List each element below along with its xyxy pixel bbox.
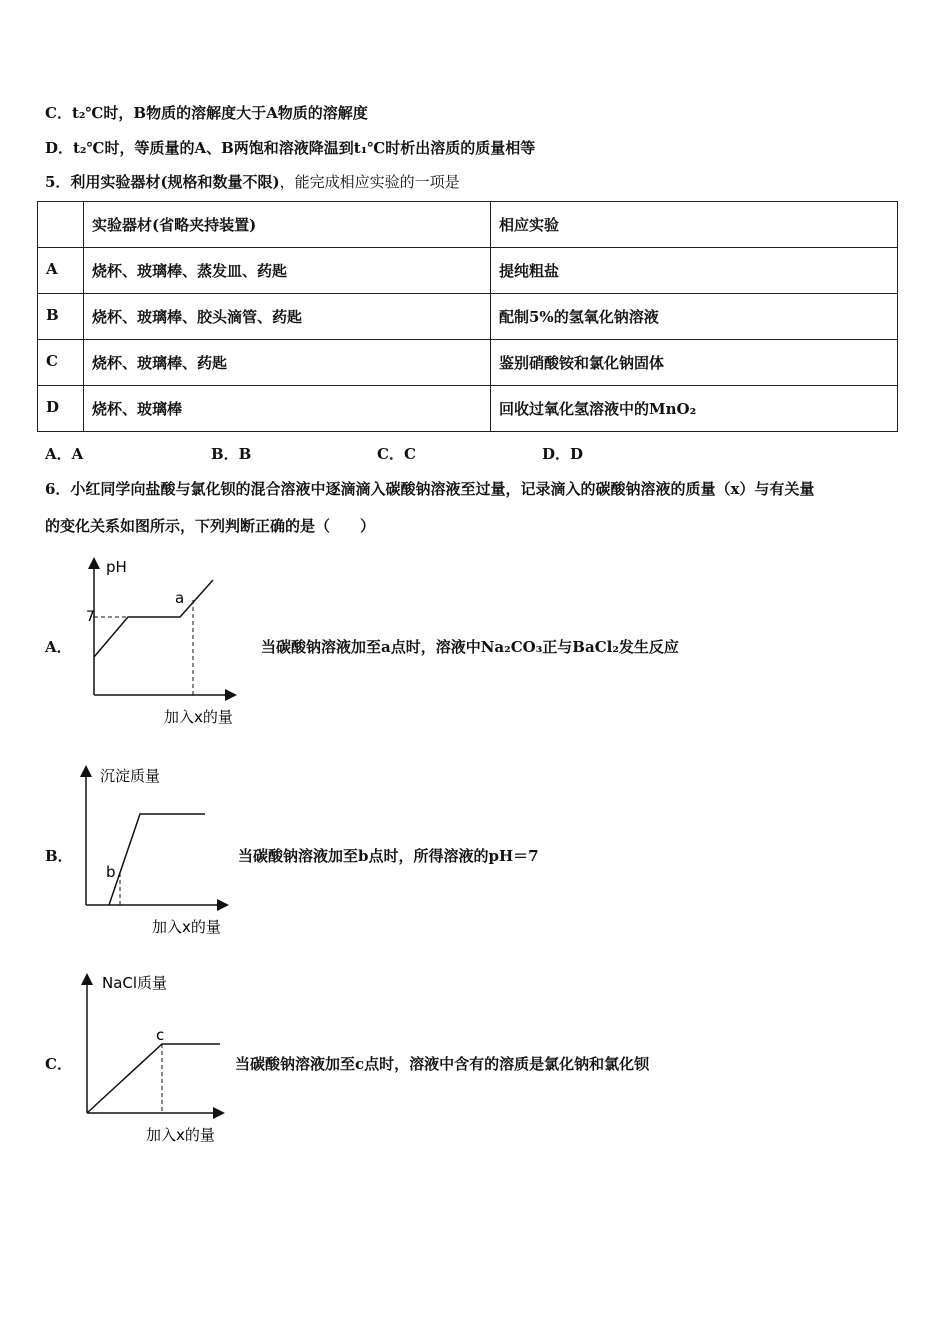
prev-option-c: C．t₂℃时，B物质的溶解度大于A物质的溶解度 xyxy=(45,104,368,122)
q6-option-a-label[interactable]: A． xyxy=(45,638,72,656)
row-equipment: 烧杯、玻璃棒 xyxy=(84,386,491,432)
point-label-c: c xyxy=(156,1026,165,1044)
answer-choice-b[interactable]: B．B xyxy=(211,445,252,463)
answer-choice-d[interactable]: D．D xyxy=(542,445,584,463)
header-cell: 实验器材(省略夹持装置) xyxy=(84,202,491,248)
row-experiment: 配制5%的氢氧化钠溶液 xyxy=(491,294,898,340)
answer-choice-a[interactable]: A．A xyxy=(45,445,84,463)
row-equipment: 烧杯、玻璃棒、药匙 xyxy=(84,340,491,386)
y-axis-label: 沉淀质量 xyxy=(100,767,161,785)
q5-stem-bold: 5．利用实验器材(规格和数量不限) xyxy=(45,173,280,191)
row-equipment: 烧杯、玻璃棒、蒸发皿、药匙 xyxy=(84,248,491,294)
q6-option-c-label[interactable]: C． xyxy=(45,1055,72,1073)
q6-graph-b xyxy=(72,760,252,940)
table-row xyxy=(38,340,898,386)
table-row xyxy=(38,386,898,432)
q6-graph-c xyxy=(72,968,252,1148)
q5-stem xyxy=(45,171,460,192)
table-row xyxy=(38,248,898,294)
ph-curve xyxy=(94,580,213,657)
q6-graph-a xyxy=(72,550,252,730)
y-axis-label: pH xyxy=(106,558,127,576)
row-key: C xyxy=(38,340,84,386)
x-axis-label: 加入x的量 xyxy=(146,1126,215,1144)
x-axis-label: 加入x的量 xyxy=(152,918,221,936)
row-experiment: 鉴别硝酸铵和氯化钠固体 xyxy=(491,340,898,386)
q6-option-b-statement: 当碳酸钠溶液加至b点时，所得溶液的pH＝7 xyxy=(238,847,539,865)
point-label-a: a xyxy=(175,589,185,607)
row-key: B xyxy=(38,294,84,340)
row-experiment: 回收过氧化氢溶液中的MnO₂ xyxy=(491,386,898,432)
q5-stem-normal: ，能完成相应实验的一项是 xyxy=(279,173,460,191)
y-axis-label: NaCl质量 xyxy=(102,974,168,992)
row-key: A xyxy=(38,248,84,294)
row-key: D xyxy=(38,386,84,432)
table-header-row xyxy=(38,202,898,248)
q6-stem-line2: 的变化关系如图所示，下列判断正确的是（ ） xyxy=(45,517,376,535)
prev-option-d: D．t₂℃时，等质量的A、B两饱和溶液降温到t₁℃时析出溶质的质量相等 xyxy=(45,139,536,157)
row-equipment: 烧杯、玻璃棒、胶头滴管、药匙 xyxy=(84,294,491,340)
x-axis-label: 加入x的量 xyxy=(164,708,233,726)
q6-option-b-label[interactable]: B． xyxy=(45,847,73,865)
tick-label-7: 7 xyxy=(86,609,95,625)
q5-table xyxy=(37,201,898,432)
table-row xyxy=(38,294,898,340)
precipitate-curve xyxy=(109,814,205,905)
q5-answer-choices xyxy=(45,443,665,463)
header-cell xyxy=(38,202,84,248)
row-experiment: 提纯粗盐 xyxy=(491,248,898,294)
q6-option-a-statement: 当碳酸钠溶液加至a点时，溶液中Na₂CO₃正与BaCl₂发生反应 xyxy=(261,638,679,656)
header-cell: 相应实验 xyxy=(491,202,898,248)
nacl-curve xyxy=(87,1044,220,1113)
q6-stem-line1: 6．小红同学向盐酸与氯化钡的混合溶液中逐滴滴入碳酸钠溶液至过量，记录滴入的碳酸钠溶液的质量（x）与有关量 xyxy=(45,480,815,498)
q6-option-c-statement: 当碳酸钠溶液加至c点时，溶液中含有的溶质是氯化钠和氯化钡 xyxy=(235,1055,650,1073)
point-label-b: b xyxy=(106,863,116,881)
answer-choice-c[interactable]: C．C xyxy=(377,445,416,463)
